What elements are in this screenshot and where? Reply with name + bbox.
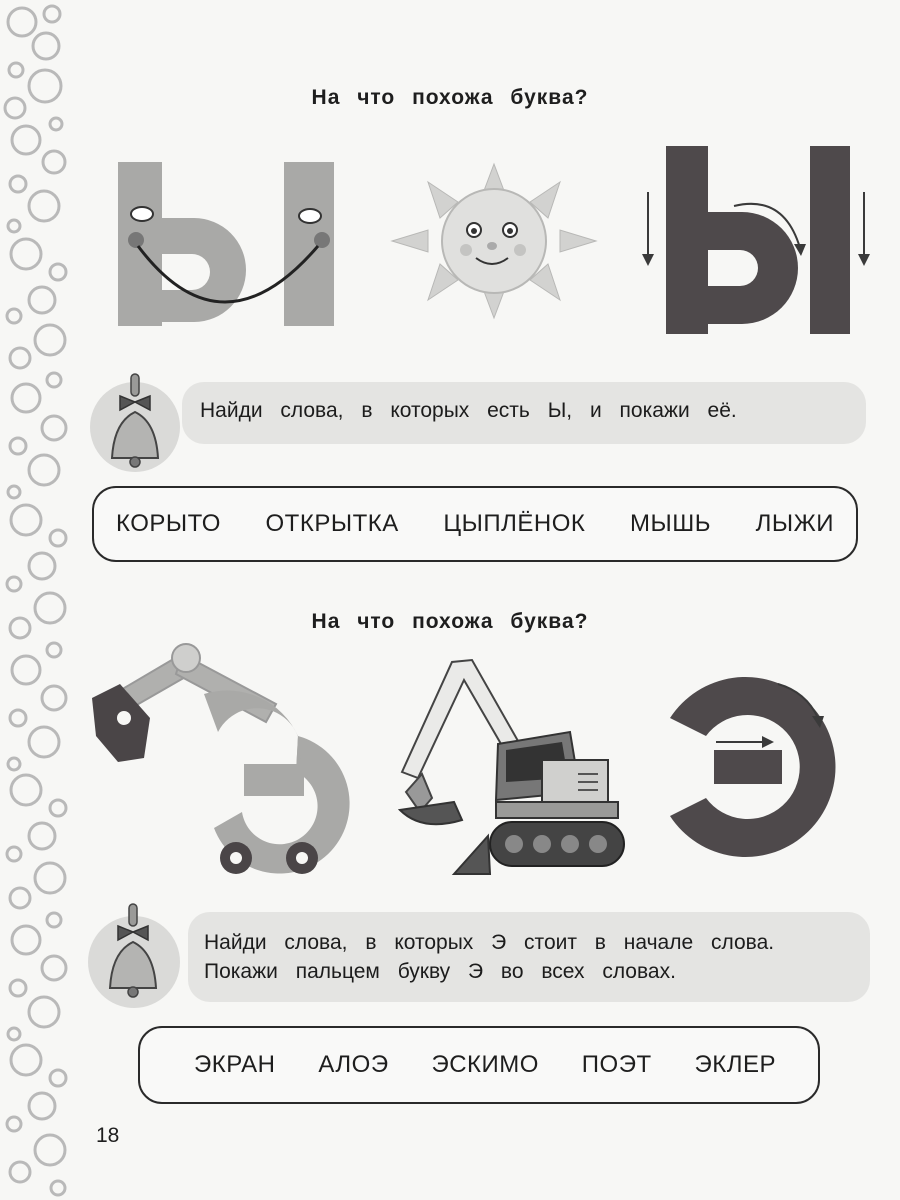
bell-icon xyxy=(100,370,170,470)
letter-э-strokes xyxy=(656,666,836,870)
word-item: ЭКЛЕР xyxy=(694,1051,776,1078)
word-item: КОРЫТО xyxy=(116,510,221,537)
word-item: ЛЫЖИ xyxy=(755,510,834,537)
letter-ы-face xyxy=(112,158,342,330)
letter-ы-strokes xyxy=(634,142,884,338)
bell-icon xyxy=(98,900,168,1000)
word-item: МЫШЬ xyxy=(629,510,711,537)
word-box-2 xyxy=(138,1026,820,1104)
letter-э-excavator xyxy=(84,632,364,880)
sun-icon xyxy=(388,160,600,322)
section-title-2: На что похожа буква? xyxy=(311,610,589,633)
word-item: ПОЭТ xyxy=(581,1051,652,1078)
task-line-2: Покажи пальцем букву Э во всех словах. xyxy=(204,960,676,983)
page-number: 18 xyxy=(96,1124,120,1147)
word-box-1 xyxy=(92,486,858,562)
word-item: ЦЫПЛЁНОК xyxy=(443,510,586,537)
word-item: ОТКРЫТКА xyxy=(265,510,399,537)
bubble-border xyxy=(0,0,82,1200)
word-item: ЭСКИМО xyxy=(431,1051,539,1078)
word-item: ЭКРАН xyxy=(194,1051,276,1078)
word-item: АЛОЭ xyxy=(318,1051,389,1078)
section-title-1: На что похожа буква? xyxy=(311,86,589,109)
task-text-1: Найди слова, в которых есть Ы, и покажи её. xyxy=(182,382,866,444)
task-text-2 xyxy=(188,912,870,1002)
task-line-1: Найди слова, в которых Э стоит в начале слова. xyxy=(204,931,775,954)
excavator-icon xyxy=(392,652,632,878)
